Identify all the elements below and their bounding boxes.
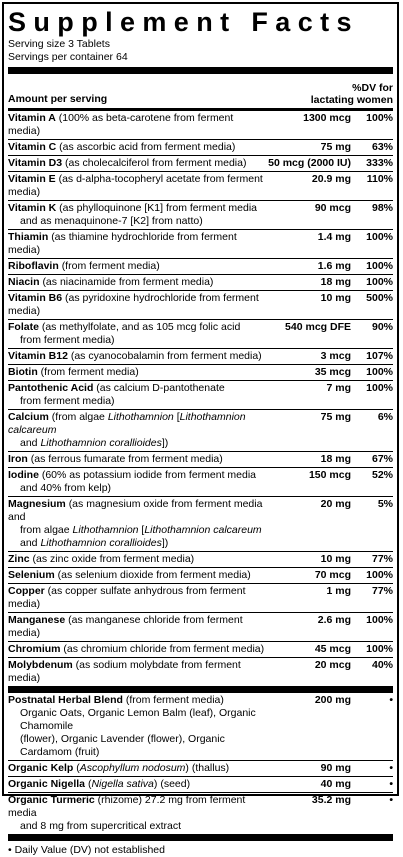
nutrient-source: (as chromium chloride from ferment media) bbox=[63, 643, 265, 655]
herbal-dv: • bbox=[389, 762, 393, 774]
herbal-detail: Organic Oats, Organic Lemon Balm (leaf), Organic Chamomile bbox=[20, 707, 256, 732]
nutrient-amount: 2.6 mg bbox=[317, 614, 351, 626]
nutrient-source-continued: and Lithothamnion corallioides]) bbox=[20, 537, 169, 549]
nutrient-name: Vitamin C bbox=[8, 141, 57, 153]
nutrient-dv: 5% bbox=[377, 498, 393, 510]
nutrient-dv: 100% bbox=[366, 366, 393, 378]
nutrient-name: Iron bbox=[8, 453, 28, 465]
nutrient-dv: 100% bbox=[366, 260, 393, 272]
nutrient-description bbox=[8, 614, 267, 640]
nutrient-dv: 98% bbox=[371, 202, 393, 214]
herbal-dv: • bbox=[389, 694, 393, 706]
nutrient-source: (from algae Lithothamnion [Lithothamnion calcareum bbox=[8, 411, 246, 436]
nutrient-name: Calcium bbox=[8, 411, 49, 423]
nutrient-source-continued: and as menaquinone-7 [K2] from natto) bbox=[20, 215, 203, 227]
nutrient-source: (from ferment media) bbox=[61, 260, 160, 272]
nutrient-name: Biotin bbox=[8, 366, 38, 378]
nutrient-amount: 20 mcg bbox=[314, 659, 351, 671]
herbal-dv: • bbox=[389, 778, 393, 790]
nutrient-source: (as niacinamide from ferment media) bbox=[42, 276, 214, 288]
nutrient-row bbox=[8, 551, 393, 567]
nutrient-name: Vitamin B6 bbox=[8, 292, 63, 304]
nutrient-description bbox=[8, 141, 267, 154]
nutrient-description bbox=[8, 469, 267, 495]
nutrient-source: (as sodium molybdate from ferment media) bbox=[8, 659, 241, 684]
nutrient-amount: 3 mcg bbox=[320, 350, 351, 362]
nutrient-dv: 77% bbox=[371, 553, 393, 565]
nutrient-source: (as cyanocobalamin from ferment media) bbox=[70, 350, 262, 362]
servings-per-container: Servings per container 64 bbox=[8, 51, 128, 63]
serving-size: Serving size 3 Tablets bbox=[8, 38, 110, 50]
herbal-list bbox=[8, 686, 393, 834]
herbal-source: (Nigella sativa) (seed) bbox=[87, 778, 191, 790]
nutrient-dv: 500% bbox=[366, 292, 393, 304]
herbal-amount: 90 mg bbox=[320, 762, 351, 774]
nutrient-dv: 107% bbox=[366, 350, 393, 362]
herbal-amount: 40 mg bbox=[320, 778, 351, 790]
nutrient-amount: 1.4 mg bbox=[317, 231, 351, 243]
nutrient-description bbox=[8, 585, 267, 611]
nutrient-amount: 1 mg bbox=[326, 585, 351, 597]
nutrient-amount: 150 mcg bbox=[308, 469, 351, 481]
nutrient-description bbox=[8, 112, 267, 138]
nutrient-row bbox=[8, 108, 393, 139]
nutrient-name: Riboflavin bbox=[8, 260, 59, 272]
nutrient-description bbox=[8, 569, 267, 582]
nutrient-source-continued: and Lithothamnion corallioides]) bbox=[20, 437, 169, 449]
nutrient-description bbox=[8, 202, 267, 228]
nutrient-source: (as manganese chloride from ferment media) bbox=[8, 614, 243, 639]
nutrient-amount: 18 mg bbox=[320, 453, 351, 465]
herbal-name: Organic Nigella bbox=[8, 778, 86, 790]
nutrient-dv: 100% bbox=[366, 231, 393, 243]
nutrient-source-continued: and 40% from kelp) bbox=[20, 482, 112, 494]
amount-per-serving-label: Amount per serving bbox=[8, 93, 108, 105]
nutrient-amount: 540 mcg DFE bbox=[285, 321, 351, 333]
herbal-row bbox=[8, 776, 393, 792]
nutrient-description bbox=[8, 292, 267, 318]
nutrient-source: (as magnesium oxide from ferment media and bbox=[8, 498, 263, 523]
nutrient-row bbox=[8, 139, 393, 155]
nutrient-amount: 10 mg bbox=[320, 553, 351, 565]
nutrient-dv: 52% bbox=[371, 469, 393, 481]
nutrient-row bbox=[8, 319, 393, 348]
nutrient-amount: 18 mg bbox=[320, 276, 351, 288]
nutrient-description bbox=[8, 173, 267, 199]
nutrient-source-continued: from ferment media) bbox=[20, 334, 115, 346]
nutrient-dv: 110% bbox=[366, 173, 393, 185]
herbal-name: Organic Kelp bbox=[8, 762, 74, 774]
nutrient-source-continued: from algae Lithothamnion [Lithothamnion calcareum bbox=[20, 524, 262, 536]
nutrient-description bbox=[8, 411, 267, 450]
nutrient-dv: 90% bbox=[371, 321, 393, 333]
nutrient-dv: 77% bbox=[371, 585, 393, 597]
nutrient-source: (as copper sulfate anhydrous from ferment media) bbox=[8, 585, 246, 610]
herbal-dv: • bbox=[389, 794, 393, 806]
nutrient-name: Selenium bbox=[8, 569, 55, 581]
nutrient-name: Zinc bbox=[8, 553, 30, 565]
nutrient-source: (as ascorbic acid from ferment media) bbox=[59, 141, 236, 153]
nutrient-amount: 50 mcg (2000 IU) bbox=[268, 157, 351, 169]
nutrient-dv: 100% bbox=[366, 614, 393, 626]
nutrient-description bbox=[8, 276, 267, 289]
nutrient-dv: 63% bbox=[371, 141, 393, 153]
nutrient-dv: 6% bbox=[377, 411, 393, 423]
nutrient-source: (as thiamine hydrochloride from ferment media) bbox=[8, 231, 237, 256]
nutrient-source: (100% as beta-carotene from ferment media) bbox=[8, 112, 234, 137]
herbal-detail: (flower), Organic Lavender (flower), Organic Cardamom (fruit) bbox=[20, 733, 225, 758]
nutrient-source: (as phylloquinone [K1] from ferment media bbox=[59, 202, 258, 214]
nutrient-description bbox=[8, 321, 267, 347]
nutrient-name: Thiamin bbox=[8, 231, 49, 243]
nutrient-description bbox=[8, 498, 267, 550]
nutrient-description bbox=[8, 382, 267, 408]
herbal-amount: 35.2 mg bbox=[311, 794, 351, 806]
nutrient-description bbox=[8, 553, 267, 566]
nutrient-amount: 20 mg bbox=[320, 498, 351, 510]
nutrient-name: Iodine bbox=[8, 469, 39, 481]
nutrient-description bbox=[8, 260, 267, 273]
nutrient-row bbox=[8, 364, 393, 380]
nutrient-row bbox=[8, 258, 393, 274]
nutrient-amount: 7 mg bbox=[326, 382, 351, 394]
nutrient-name: Folate bbox=[8, 321, 39, 333]
nutrient-name: Magnesium bbox=[8, 498, 66, 510]
nutrient-description bbox=[8, 659, 267, 685]
nutrient-source-continued: from ferment media) bbox=[20, 395, 115, 407]
nutrient-dv: 333% bbox=[366, 157, 393, 169]
nutrient-name: Pantothenic Acid bbox=[8, 382, 94, 394]
panel-title: Supplement Facts bbox=[8, 7, 359, 37]
nutrient-description bbox=[8, 366, 267, 379]
nutrient-source: (from ferment media) bbox=[40, 366, 139, 378]
nutrient-source: (as calcium D-pantothenate bbox=[96, 382, 225, 394]
nutrient-row bbox=[8, 467, 393, 496]
nutrient-row bbox=[8, 380, 393, 409]
herbal-description bbox=[8, 778, 267, 791]
nutrient-description bbox=[8, 157, 267, 170]
nutrient-source: (as zinc oxide from ferment media) bbox=[32, 553, 195, 565]
nutrient-description bbox=[8, 453, 267, 466]
nutrient-source: (as d-alpha-tocopheryl acetate from ferment media) bbox=[8, 173, 263, 198]
nutrient-amount: 20.9 mg bbox=[311, 173, 351, 185]
dv-header-line1: %DV for bbox=[352, 82, 393, 94]
nutrient-description bbox=[8, 231, 267, 257]
herbal-source: (from ferment media) bbox=[125, 694, 224, 706]
nutrient-row bbox=[8, 583, 393, 612]
nutrient-name: Chromium bbox=[8, 643, 61, 655]
supplement-facts-panel bbox=[2, 2, 399, 856]
nutrient-source: (as methylfolate, and as 105 mcg folic acid bbox=[41, 321, 241, 333]
nutrient-description bbox=[8, 643, 267, 656]
footnote: • Daily Value (DV) not established bbox=[8, 834, 393, 857]
herbal-row bbox=[8, 792, 393, 834]
dv-header bbox=[283, 82, 393, 106]
nutrient-dv: 100% bbox=[366, 382, 393, 394]
nutrient-name: Molybdenum bbox=[8, 659, 73, 671]
nutrient-amount: 35 mcg bbox=[314, 366, 351, 378]
nutrient-row bbox=[8, 229, 393, 258]
nutrient-amount: 75 mg bbox=[320, 141, 351, 153]
dv-header-line2: lactating women bbox=[310, 94, 393, 106]
nutrient-row bbox=[8, 496, 393, 551]
nutrient-amount: 45 mcg bbox=[314, 643, 351, 655]
nutrient-name: Manganese bbox=[8, 614, 66, 626]
nutrient-amount: 75 mg bbox=[320, 411, 351, 423]
nutrient-row bbox=[8, 612, 393, 641]
nutrient-row bbox=[8, 290, 393, 319]
nutrient-name: Vitamin K bbox=[8, 202, 57, 214]
nutrient-row bbox=[8, 171, 393, 200]
herbal-source: (Ascophyllum nodosum) (thallus) bbox=[76, 762, 230, 774]
herbal-row bbox=[8, 686, 393, 760]
nutrient-source: (as cholecalciferol from ferment media) bbox=[65, 157, 247, 169]
nutrient-dv: 100% bbox=[366, 112, 393, 124]
nutrient-row bbox=[8, 409, 393, 451]
nutrient-source: (as ferrous fumarate from ferment media) bbox=[30, 453, 223, 465]
nutrient-name: Vitamin A bbox=[8, 112, 56, 124]
nutrient-amount: 1300 mcg bbox=[303, 112, 351, 124]
nutrient-list bbox=[8, 108, 393, 686]
nutrient-name: Vitamin B12 bbox=[8, 350, 68, 362]
herbal-name: Postnatal Herbal Blend bbox=[8, 694, 123, 706]
nutrient-row bbox=[8, 567, 393, 583]
nutrient-dv: 67% bbox=[371, 453, 393, 465]
nutrient-dv: 100% bbox=[366, 276, 393, 288]
column-header bbox=[8, 67, 393, 108]
nutrient-row bbox=[8, 200, 393, 229]
nutrient-description bbox=[8, 350, 267, 363]
nutrient-row bbox=[8, 451, 393, 467]
herbal-name: Organic Turmeric bbox=[8, 794, 95, 806]
nutrient-source: (as pyridoxine hydrochloride from ferment media) bbox=[8, 292, 259, 317]
nutrient-row bbox=[8, 155, 393, 171]
herbal-description bbox=[8, 694, 267, 759]
nutrient-amount: 90 mcg bbox=[314, 202, 351, 214]
nutrient-row bbox=[8, 274, 393, 290]
nutrient-source: (as selenium dioxide from ferment media) bbox=[57, 569, 251, 581]
nutrient-dv: 100% bbox=[366, 569, 393, 581]
nutrient-name: Copper bbox=[8, 585, 45, 597]
herbal-source: (rhizome) 27.2 mg from ferment media bbox=[8, 794, 246, 819]
nutrient-dv: 40% bbox=[371, 659, 393, 671]
herbal-description bbox=[8, 762, 267, 775]
nutrient-amount: 70 mcg bbox=[314, 569, 351, 581]
herbal-amount: 200 mg bbox=[314, 694, 351, 706]
nutrient-name: Vitamin D3 bbox=[8, 157, 63, 169]
nutrient-amount: 10 mg bbox=[320, 292, 351, 304]
nutrient-row bbox=[8, 348, 393, 364]
nutrient-name: Niacin bbox=[8, 276, 40, 288]
nutrient-row bbox=[8, 641, 393, 657]
nutrient-amount: 1.6 mg bbox=[317, 260, 351, 272]
nutrient-source: (60% as potassium iodide from ferment media bbox=[41, 469, 257, 481]
nutrient-row bbox=[8, 657, 393, 686]
nutrient-name: Vitamin E bbox=[8, 173, 56, 185]
herbal-detail: and 8 mg from supercritical extract bbox=[20, 820, 182, 832]
nutrient-dv: 100% bbox=[366, 643, 393, 655]
herbal-row bbox=[8, 760, 393, 776]
